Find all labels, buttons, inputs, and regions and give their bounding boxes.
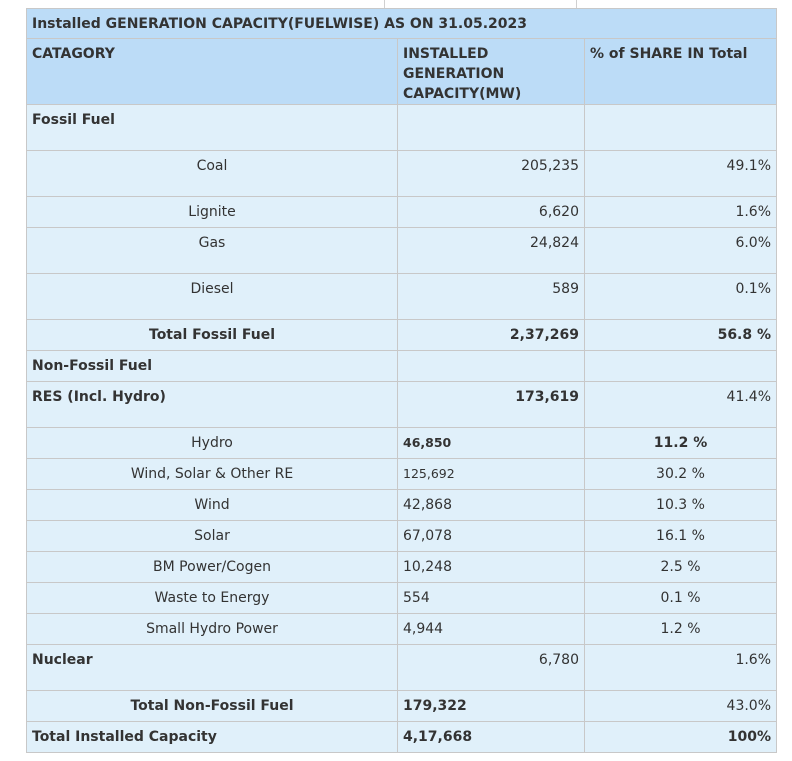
table-row (27, 382, 777, 428)
table-row (27, 197, 777, 228)
row-share: 16.1 % (585, 521, 777, 552)
row-category: Total Non-Fossil Fuel (27, 691, 398, 722)
row-share (585, 351, 777, 382)
row-category: Coal (27, 151, 398, 197)
row-share: 6.0% (585, 228, 777, 274)
row-capacity (398, 351, 585, 382)
row-share: 0.1% (585, 274, 777, 320)
row-category: RES (Incl. Hydro) (27, 382, 398, 428)
header-category: CATAGORY (27, 39, 398, 105)
installed-capacity-table (26, 8, 777, 753)
row-category: Total Fossil Fuel (27, 320, 398, 351)
row-capacity: 205,235 (398, 151, 585, 197)
table-row (27, 105, 777, 151)
row-category: Waste to Energy (27, 583, 398, 614)
row-capacity: 10,248 (398, 552, 585, 583)
table-row (27, 552, 777, 583)
row-category: Diesel (27, 274, 398, 320)
row-share: 100% (585, 722, 777, 753)
row-capacity: 24,824 (398, 228, 585, 274)
table-row (27, 351, 777, 382)
table-title-row (27, 9, 777, 39)
header-capacity: INSTALLED GENERATION CAPACITY(MW) (398, 39, 585, 105)
row-category: Hydro (27, 428, 398, 459)
row-share: 0.1 % (585, 583, 777, 614)
row-category: Wind (27, 490, 398, 521)
column-divider (384, 0, 385, 8)
row-share: 10.3 % (585, 490, 777, 521)
table-row (27, 583, 777, 614)
row-capacity: 46,850 (398, 428, 585, 459)
row-share: 41.4% (585, 382, 777, 428)
row-capacity: 179,322 (398, 691, 585, 722)
table-row (27, 645, 777, 691)
row-capacity: 6,780 (398, 645, 585, 691)
row-category: Lignite (27, 197, 398, 228)
row-category: Non-Fossil Fuel (27, 351, 398, 382)
row-capacity: 67,078 (398, 521, 585, 552)
table-row (27, 459, 777, 490)
table-header-row (27, 39, 777, 105)
row-share: 1.2 % (585, 614, 777, 645)
table-row (27, 722, 777, 753)
row-category: BM Power/Cogen (27, 552, 398, 583)
row-share (585, 105, 777, 151)
row-share: 2.5 % (585, 552, 777, 583)
row-category: Nuclear (27, 645, 398, 691)
row-category: Gas (27, 228, 398, 274)
row-capacity: 4,17,668 (398, 722, 585, 753)
row-capacity: 6,620 (398, 197, 585, 228)
row-share: 49.1% (585, 151, 777, 197)
row-category: Wind, Solar & Other RE (27, 459, 398, 490)
row-category: Solar (27, 521, 398, 552)
row-share: 43.0% (585, 691, 777, 722)
table-row (27, 614, 777, 645)
table-row (27, 320, 777, 351)
row-capacity (398, 105, 585, 151)
row-share: 56.8 % (585, 320, 777, 351)
table-row (27, 428, 777, 459)
row-capacity: 125,692 (398, 459, 585, 490)
table-title: Installed GENERATION CAPACITY(FUELWISE) AS ON 31.05.2023 (27, 9, 777, 39)
row-share: 1.6% (585, 645, 777, 691)
previous-table-edge (26, 0, 776, 8)
table-row (27, 691, 777, 722)
row-capacity: 554 (398, 583, 585, 614)
row-share: 11.2 % (585, 428, 777, 459)
column-divider (576, 0, 577, 8)
row-capacity: 42,868 (398, 490, 585, 521)
row-capacity: 589 (398, 274, 585, 320)
row-category: Fossil Fuel (27, 105, 398, 151)
table-row (27, 521, 777, 552)
row-share: 1.6% (585, 197, 777, 228)
table-row (27, 274, 777, 320)
row-category: Small Hydro Power (27, 614, 398, 645)
row-category: Total Installed Capacity (27, 722, 398, 753)
row-capacity: 4,944 (398, 614, 585, 645)
row-capacity: 2,37,269 (398, 320, 585, 351)
table-row (27, 228, 777, 274)
table-row (27, 151, 777, 197)
row-share: 30.2 % (585, 459, 777, 490)
header-share: % of SHARE IN Total (585, 39, 777, 105)
row-capacity: 173,619 (398, 382, 585, 428)
table-row (27, 490, 777, 521)
